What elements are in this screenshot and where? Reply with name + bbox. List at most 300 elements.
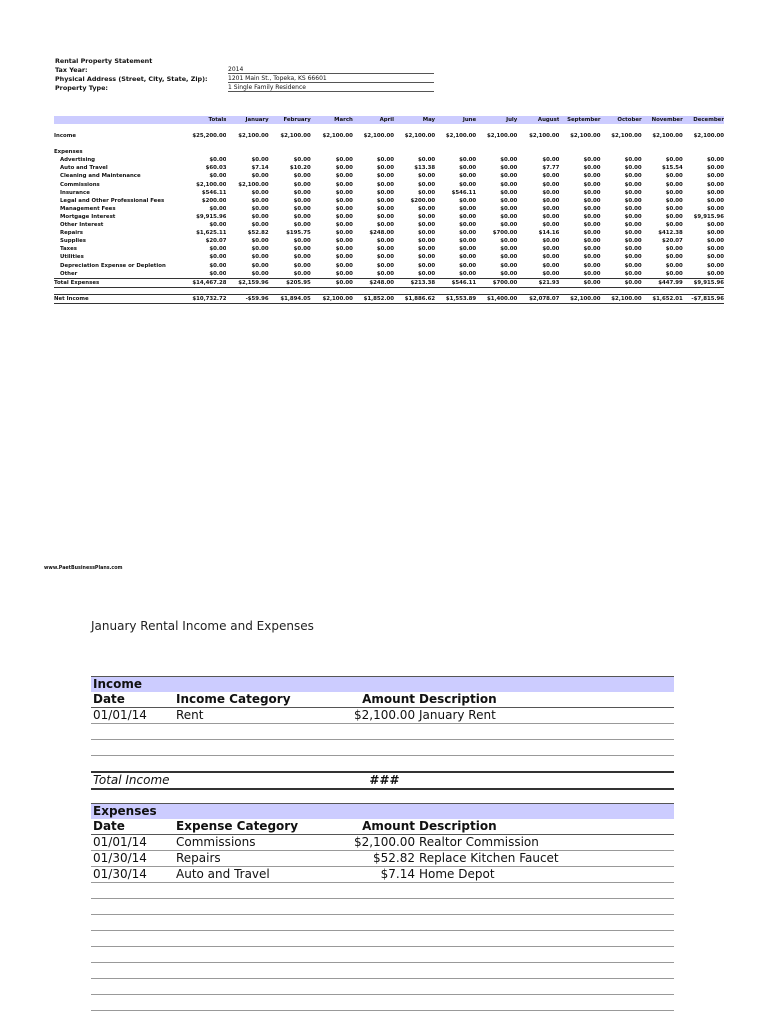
expenses-heading-row bbox=[54, 148, 724, 156]
expense-row-cell: $0.00 bbox=[376, 173, 394, 180]
expenses-heading-row-cell bbox=[559, 148, 600, 156]
column-header-row-cell: March bbox=[311, 116, 353, 124]
net-income-row-cell: -$59.96 bbox=[226, 294, 268, 303]
expenses-heading-row-cell bbox=[353, 148, 394, 156]
column-header-row-cell: October bbox=[601, 116, 642, 124]
expense-row-cell: $0.00 bbox=[418, 181, 436, 188]
net-income-row-cell: $2,100.00 bbox=[601, 294, 642, 303]
spacer-row-cell bbox=[353, 140, 394, 148]
spacer-row-cell bbox=[642, 124, 683, 132]
expense-row-cell: $0.00 bbox=[624, 165, 642, 172]
table-row bbox=[91, 931, 674, 947]
spacer-row bbox=[54, 124, 724, 132]
spacer-row-cell bbox=[559, 287, 600, 294]
expense-category bbox=[174, 915, 352, 931]
expense-date bbox=[91, 963, 174, 979]
expense-row bbox=[54, 253, 724, 261]
expense-row-label: Supplies bbox=[60, 238, 86, 245]
expense-row-cell: $0.00 bbox=[293, 157, 311, 164]
expense-row-cell: $0.00 bbox=[209, 173, 227, 180]
expense-category: Auto and Travel bbox=[174, 867, 352, 883]
expense-amount: $52.82 bbox=[352, 851, 417, 867]
expense-row-cell: $0.00 bbox=[706, 246, 724, 253]
expense-row-cell: $0.00 bbox=[583, 246, 601, 253]
expense-row-cell: $0.00 bbox=[665, 270, 683, 277]
expense-row-cell: $0.00 bbox=[624, 230, 642, 237]
income-row-cell: $2,100.00 bbox=[529, 133, 560, 140]
spacer-row-label bbox=[54, 124, 174, 132]
spacer-row-cell bbox=[226, 124, 268, 132]
total-expenses-row-cell: $0.00 bbox=[559, 278, 600, 287]
table-row bbox=[91, 915, 674, 931]
expense-row-label: Depreciation Expense or Depletion bbox=[60, 262, 166, 269]
spacer-row-cell bbox=[601, 140, 642, 148]
income-category-header: Income Category bbox=[174, 692, 352, 708]
expense-description bbox=[417, 915, 674, 931]
expense-row-cell: $0.00 bbox=[376, 157, 394, 164]
expense-category bbox=[174, 931, 352, 947]
expense-row bbox=[54, 262, 724, 270]
total-expenses-row-cell: $205.95 bbox=[269, 278, 311, 287]
column-header-row-cell: November bbox=[642, 116, 683, 124]
expense-row-cell: $0.00 bbox=[459, 165, 477, 172]
expense-row-cell: $0.00 bbox=[542, 157, 560, 164]
total-income-label: Total Income bbox=[91, 772, 352, 789]
expense-row-cell: $0.00 bbox=[335, 173, 353, 180]
expense-row-cell: $20.07 bbox=[205, 238, 227, 245]
income-date-header: Date bbox=[91, 692, 174, 708]
expense-row-cell: $412.38 bbox=[658, 230, 683, 237]
total-expenses-row-cell: $700.00 bbox=[476, 278, 517, 287]
expense-row-cell: $0.00 bbox=[500, 262, 518, 269]
expense-row-cell: $0.00 bbox=[542, 254, 560, 261]
column-header-row-label bbox=[54, 116, 174, 124]
expense-description bbox=[417, 979, 674, 995]
total-expenses-row-cell: $9,915.96 bbox=[683, 278, 724, 287]
expense-row-cell: $0.00 bbox=[706, 157, 724, 164]
expense-row-cell: $0.00 bbox=[624, 157, 642, 164]
expense-row-cell: $0.00 bbox=[459, 173, 477, 180]
expense-row-cell: $0.00 bbox=[665, 205, 683, 212]
spacer-row-cell bbox=[517, 287, 559, 294]
expense-row-cell: $0.00 bbox=[459, 238, 477, 245]
column-header-row-cell: May bbox=[394, 116, 435, 124]
net-income-row-cell: -$7,815.96 bbox=[683, 294, 724, 303]
expense-row bbox=[54, 189, 724, 197]
expense-row-cell: $9,915.96 bbox=[196, 213, 227, 220]
expense-amount bbox=[352, 899, 417, 915]
expense-row-cell: $0.00 bbox=[459, 181, 477, 188]
expense-row-cell: $0.00 bbox=[418, 189, 436, 196]
expense-row-cell: $0.00 bbox=[293, 205, 311, 212]
expense-row-cell: $0.00 bbox=[335, 165, 353, 172]
expense-row-cell: $0.00 bbox=[209, 262, 227, 269]
expense-row-cell: $0.00 bbox=[335, 189, 353, 196]
expense-row-label: Legal and Other Professional Fees bbox=[60, 197, 165, 204]
expense-row-cell: $0.00 bbox=[706, 197, 724, 204]
income-row-cell: $2,100.00 bbox=[322, 133, 353, 140]
expense-row bbox=[54, 181, 724, 189]
expense-row-cell: $1,625.11 bbox=[196, 230, 227, 237]
spacer-row-cell bbox=[269, 287, 311, 294]
expense-row-cell: $0.00 bbox=[293, 213, 311, 220]
expense-amount: $7.14 bbox=[352, 867, 417, 883]
expense-row-cell: $0.00 bbox=[500, 254, 518, 261]
expense-row-cell: $0.00 bbox=[376, 262, 394, 269]
expense-row-cell: $0.00 bbox=[293, 189, 311, 196]
expense-row-cell: $0.00 bbox=[293, 238, 311, 245]
income-row-cell: $2,100.00 bbox=[611, 133, 642, 140]
expense-row-cell: $0.00 bbox=[335, 270, 353, 277]
expense-row-cell: $0.00 bbox=[293, 262, 311, 269]
column-header-row-cell: August bbox=[517, 116, 559, 124]
expense-row-cell: $0.00 bbox=[624, 270, 642, 277]
expenses-section-label: Expenses bbox=[91, 804, 674, 820]
income-date: 01/01/14 bbox=[91, 708, 174, 724]
table-row bbox=[91, 883, 674, 899]
expense-row-cell: $0.00 bbox=[583, 254, 601, 261]
expense-row-cell: $0.00 bbox=[542, 205, 560, 212]
expense-row-cell: $0.00 bbox=[293, 270, 311, 277]
expense-date-header: Date bbox=[91, 819, 174, 835]
expense-category bbox=[174, 979, 352, 995]
expense-row-cell: $0.00 bbox=[583, 238, 601, 245]
spacer-row-cell bbox=[517, 140, 559, 148]
net-income-row-cell: $10,732.72 bbox=[174, 294, 226, 303]
expenses-heading-row-cell bbox=[476, 148, 517, 156]
expense-row-cell: $0.00 bbox=[583, 230, 601, 237]
expense-row-cell: $0.00 bbox=[706, 189, 724, 196]
expense-row-cell: $0.00 bbox=[583, 213, 601, 220]
spacer-row-cell bbox=[435, 140, 476, 148]
expense-row-cell: $0.00 bbox=[418, 213, 436, 220]
expense-row-cell: $0.00 bbox=[209, 205, 227, 212]
expense-row-cell: $0.00 bbox=[542, 189, 560, 196]
expense-row-cell: $0.00 bbox=[251, 197, 269, 204]
expense-row-cell: $0.00 bbox=[376, 238, 394, 245]
total-expenses-row-cell: $248.00 bbox=[353, 278, 394, 287]
expense-row-cell: $0.00 bbox=[624, 181, 642, 188]
spacer-row-cell bbox=[394, 124, 435, 132]
expense-row-cell: $0.00 bbox=[542, 181, 560, 188]
address-label: Physical Address (Street, City, State, Zip): bbox=[55, 75, 208, 83]
expense-row-cell: $0.00 bbox=[542, 270, 560, 277]
expense-row-cell: $0.00 bbox=[542, 246, 560, 253]
expense-row-cell: $0.00 bbox=[459, 262, 477, 269]
expense-row-cell: $0.00 bbox=[209, 270, 227, 277]
expense-row-cell: $0.00 bbox=[624, 213, 642, 220]
annual-statement-table bbox=[54, 116, 724, 304]
expense-row-cell: $0.00 bbox=[335, 213, 353, 220]
expense-row bbox=[54, 270, 724, 279]
income-row-cell: $2,100.00 bbox=[404, 133, 436, 140]
spacer-row-cell bbox=[683, 140, 724, 148]
expenses-heading-row-cell bbox=[517, 148, 559, 156]
expense-row-cell: $0.00 bbox=[293, 197, 311, 204]
expense-row-cell: $0.00 bbox=[459, 213, 477, 220]
expense-row-cell: $546.11 bbox=[451, 189, 477, 196]
income-description: January Rent bbox=[417, 708, 674, 724]
column-header-row-cell: January bbox=[226, 116, 268, 124]
income-amount: $2,100.00 bbox=[354, 708, 416, 722]
expense-description bbox=[417, 883, 674, 899]
income-row-cell: $2,100.00 bbox=[363, 133, 394, 140]
expense-row-cell: $0.00 bbox=[335, 197, 353, 204]
expense-row-label: Other bbox=[60, 270, 78, 277]
total-income-value: ### bbox=[352, 772, 417, 789]
expense-row-cell: $10.20 bbox=[289, 165, 311, 172]
january-title: January Rental Income and Expenses bbox=[91, 619, 314, 633]
expense-row-cell: $546.11 bbox=[201, 189, 227, 196]
expense-row-cell: $0.00 bbox=[418, 270, 436, 277]
spacer-row-cell bbox=[683, 287, 724, 294]
income-description-header: Description bbox=[417, 692, 674, 708]
expenses-heading-row-cell bbox=[269, 148, 311, 156]
expense-row-cell: $0.00 bbox=[500, 205, 518, 212]
address-value: 1201 Main St., Topeka, KS 66601 bbox=[228, 75, 434, 83]
net-income-row-cell: $1,894.05 bbox=[269, 294, 311, 303]
expense-date bbox=[91, 995, 174, 1011]
expense-row-cell: $0.00 bbox=[418, 173, 436, 180]
expense-row-cell: $0.00 bbox=[706, 230, 724, 237]
expense-row-cell: $7.14 bbox=[251, 165, 269, 172]
expense-row-cell: $0.00 bbox=[665, 213, 683, 220]
income-row-cell: $2,100.00 bbox=[280, 133, 311, 140]
expenses-section-header bbox=[91, 804, 674, 820]
expense-row-cell: $0.00 bbox=[583, 197, 601, 204]
spacer-row-cell bbox=[174, 140, 226, 148]
expense-row-label: Commissions bbox=[60, 181, 100, 188]
spacer-row-label bbox=[54, 287, 174, 294]
expense-row-cell: $0.00 bbox=[209, 157, 227, 164]
tax-year-label: Tax Year: bbox=[55, 66, 88, 74]
january-expense-table bbox=[91, 803, 674, 1011]
expense-row-cell: $200.00 bbox=[201, 197, 227, 204]
expense-row-cell: $0.00 bbox=[251, 262, 269, 269]
expense-row bbox=[54, 205, 724, 213]
expense-row-cell: $0.00 bbox=[251, 205, 269, 212]
expense-row-label: Auto and Travel bbox=[60, 165, 108, 172]
spacer-row-cell bbox=[174, 124, 226, 132]
net-income-row bbox=[54, 294, 724, 303]
spacer-row-cell bbox=[353, 287, 394, 294]
column-header-row bbox=[54, 116, 724, 124]
net-income-row-cell: $1,652.01 bbox=[642, 294, 683, 303]
expense-row bbox=[54, 197, 724, 205]
spacer-row-cell bbox=[683, 124, 724, 132]
expense-row-label: Management Fees bbox=[60, 205, 116, 212]
expense-description bbox=[417, 947, 674, 963]
expense-row-cell: $20.07 bbox=[661, 238, 683, 245]
expense-row-cell: $195.75 bbox=[286, 230, 311, 237]
expense-row-cell: $0.00 bbox=[209, 222, 227, 229]
expense-row-cell: $0.00 bbox=[376, 181, 394, 188]
expense-row-cell: $0.00 bbox=[459, 157, 477, 164]
expense-row-cell: $0.00 bbox=[251, 189, 269, 196]
spacer-row-cell bbox=[269, 124, 311, 132]
income-category: Rent bbox=[174, 708, 352, 724]
website-footer: www.PaetBusinessPlans.com bbox=[44, 566, 123, 571]
expense-row-cell: $0.00 bbox=[624, 189, 642, 196]
expense-row-cell: $0.00 bbox=[418, 246, 436, 253]
expense-row-cell: $0.00 bbox=[665, 181, 683, 188]
table-row bbox=[91, 979, 674, 995]
expense-row-cell: $7.77 bbox=[542, 165, 560, 172]
expense-row-cell: $0.00 bbox=[418, 157, 436, 164]
spacer-row-cell bbox=[226, 287, 268, 294]
expense-row-label: Taxes bbox=[60, 246, 77, 253]
expense-date: 01/01/14 bbox=[91, 835, 174, 851]
income-row-cell: $2,100.00 bbox=[445, 133, 477, 140]
expense-row-cell: $0.00 bbox=[251, 270, 269, 277]
net-income-row-cell: $2,078.07 bbox=[517, 294, 559, 303]
expense-row-cell: $0.00 bbox=[335, 254, 353, 261]
expense-row-cell: $0.00 bbox=[500, 173, 518, 180]
expense-row-label: Advertising bbox=[60, 157, 96, 164]
expense-row-cell: $0.00 bbox=[542, 213, 560, 220]
expense-row-cell: $0.00 bbox=[376, 246, 394, 253]
expense-row-cell: $0.00 bbox=[459, 230, 477, 237]
property-type-value: 1 Single Family Residence bbox=[228, 84, 434, 92]
statement-title: Rental Property Statement bbox=[55, 57, 153, 65]
table-row bbox=[91, 995, 674, 1011]
expense-row-cell: $0.00 bbox=[293, 222, 311, 229]
expense-row-cell: $0.00 bbox=[500, 189, 518, 196]
spacer-row-cell bbox=[353, 124, 394, 132]
expense-amount: $2,100.00 bbox=[354, 835, 416, 849]
spacer-row-cell bbox=[517, 124, 559, 132]
expense-row-cell: $0.00 bbox=[665, 173, 683, 180]
expense-date: 01/30/14 bbox=[91, 867, 174, 883]
expense-row-cell: $0.00 bbox=[376, 270, 394, 277]
spacer-row-cell bbox=[174, 287, 226, 294]
expense-row-cell: $0.00 bbox=[376, 222, 394, 229]
income-row-cell: $2,100.00 bbox=[238, 133, 269, 140]
expense-row-cell: $0.00 bbox=[459, 254, 477, 261]
expense-row-cell: $0.00 bbox=[583, 262, 601, 269]
expense-row-label: Other Interest bbox=[60, 222, 104, 229]
income-row-cell: $25,200.00 bbox=[192, 133, 227, 140]
total-income-row bbox=[91, 772, 674, 789]
expense-row bbox=[54, 221, 724, 229]
expense-row-cell: $0.00 bbox=[583, 270, 601, 277]
income-row bbox=[54, 132, 724, 140]
expense-row-cell: $0.00 bbox=[624, 246, 642, 253]
expense-row-label: Utilities bbox=[60, 254, 84, 261]
expense-row-cell: $0.00 bbox=[706, 165, 724, 172]
expense-row-cell: $0.00 bbox=[624, 238, 642, 245]
table-row bbox=[91, 835, 674, 851]
income-amount-header: Amount bbox=[352, 692, 417, 708]
expense-row-cell: $0.00 bbox=[542, 238, 560, 245]
spacer-row-cell bbox=[476, 140, 517, 148]
expense-row bbox=[54, 229, 724, 237]
expenses-heading-row-cell bbox=[226, 148, 268, 156]
expense-row-cell: $0.00 bbox=[706, 270, 724, 277]
expense-row-cell: $0.00 bbox=[500, 238, 518, 245]
expense-amount-header: Amount bbox=[352, 819, 417, 835]
spacer-row-cell bbox=[601, 287, 642, 294]
income-column-headers bbox=[91, 692, 674, 708]
expense-row-cell: $0.00 bbox=[500, 157, 518, 164]
income-row-cell: $2,100.00 bbox=[693, 133, 724, 140]
expenses-heading-row-cell bbox=[435, 148, 476, 156]
total-expenses-row-label: Total Expenses bbox=[54, 278, 174, 287]
table-row bbox=[91, 740, 674, 756]
expense-row-cell: $0.00 bbox=[459, 246, 477, 253]
expense-row-cell: $0.00 bbox=[459, 222, 477, 229]
table-row bbox=[91, 947, 674, 963]
expense-row-cell: $0.00 bbox=[418, 262, 436, 269]
income-row-label: Income bbox=[54, 133, 77, 140]
total-expenses-row-cell: $0.00 bbox=[601, 278, 642, 287]
net-income-row-cell: $2,100.00 bbox=[559, 294, 600, 303]
total-expenses-row bbox=[54, 278, 724, 287]
expense-row-cell: $0.00 bbox=[624, 254, 642, 261]
expense-category-header: Expense Category bbox=[174, 819, 352, 835]
expense-row-cell: $0.00 bbox=[665, 246, 683, 253]
tax-year-value: 2014 bbox=[228, 66, 434, 74]
expense-row-cell: $0.00 bbox=[500, 165, 518, 172]
expense-row-cell: $0.00 bbox=[542, 197, 560, 204]
expense-row-cell: $0.00 bbox=[624, 262, 642, 269]
expense-date bbox=[91, 883, 174, 899]
expenses-heading-row-cell bbox=[642, 148, 683, 156]
spacer-row bbox=[91, 756, 674, 773]
expenses-heading-row-cell bbox=[683, 148, 724, 156]
net-income-row-cell: $2,100.00 bbox=[311, 294, 353, 303]
expense-row-cell: $0.00 bbox=[542, 262, 560, 269]
column-header-row-cell: September bbox=[559, 116, 600, 124]
spacer-row-cell bbox=[601, 124, 642, 132]
expense-date bbox=[91, 915, 174, 931]
expense-amount bbox=[352, 947, 417, 963]
expense-category bbox=[174, 883, 352, 899]
expense-row-cell: $0.00 bbox=[335, 230, 353, 237]
expense-row-cell: $0.00 bbox=[624, 222, 642, 229]
expense-row-cell: $0.00 bbox=[376, 197, 394, 204]
expense-row-cell: $0.00 bbox=[335, 262, 353, 269]
expense-row-cell: $9,915.96 bbox=[693, 213, 724, 220]
expense-row-cell: $0.00 bbox=[583, 222, 601, 229]
total-expenses-row-cell: $447.99 bbox=[642, 278, 683, 287]
income-row-cell: $2,100.00 bbox=[486, 133, 518, 140]
expense-category: Commissions bbox=[174, 835, 352, 851]
expense-column-headers bbox=[91, 819, 674, 835]
expense-description bbox=[417, 931, 674, 947]
expense-row-cell: $14.16 bbox=[538, 230, 560, 237]
expense-description: Realtor Commission bbox=[417, 835, 674, 851]
spacer-row-cell bbox=[269, 140, 311, 148]
expense-row-cell: $0.00 bbox=[665, 157, 683, 164]
total-expenses-row-cell: $21.93 bbox=[517, 278, 559, 287]
column-header-row-cell: December bbox=[683, 116, 724, 124]
spacer-row-cell bbox=[226, 140, 268, 148]
expense-row-cell: $0.00 bbox=[335, 238, 353, 245]
spacer-row-cell bbox=[642, 140, 683, 148]
income-section-header bbox=[91, 677, 674, 693]
column-header-row-cell: July bbox=[476, 116, 517, 124]
expense-row-cell: $0.00 bbox=[376, 213, 394, 220]
table-row bbox=[91, 963, 674, 979]
expense-date bbox=[91, 947, 174, 963]
expense-row-cell: $0.00 bbox=[209, 246, 227, 253]
expense-row-cell: $0.00 bbox=[624, 197, 642, 204]
expense-row-cell: $0.00 bbox=[335, 157, 353, 164]
expense-row-cell: $0.00 bbox=[251, 222, 269, 229]
expense-row-cell: $0.00 bbox=[209, 254, 227, 261]
table-row bbox=[91, 899, 674, 915]
